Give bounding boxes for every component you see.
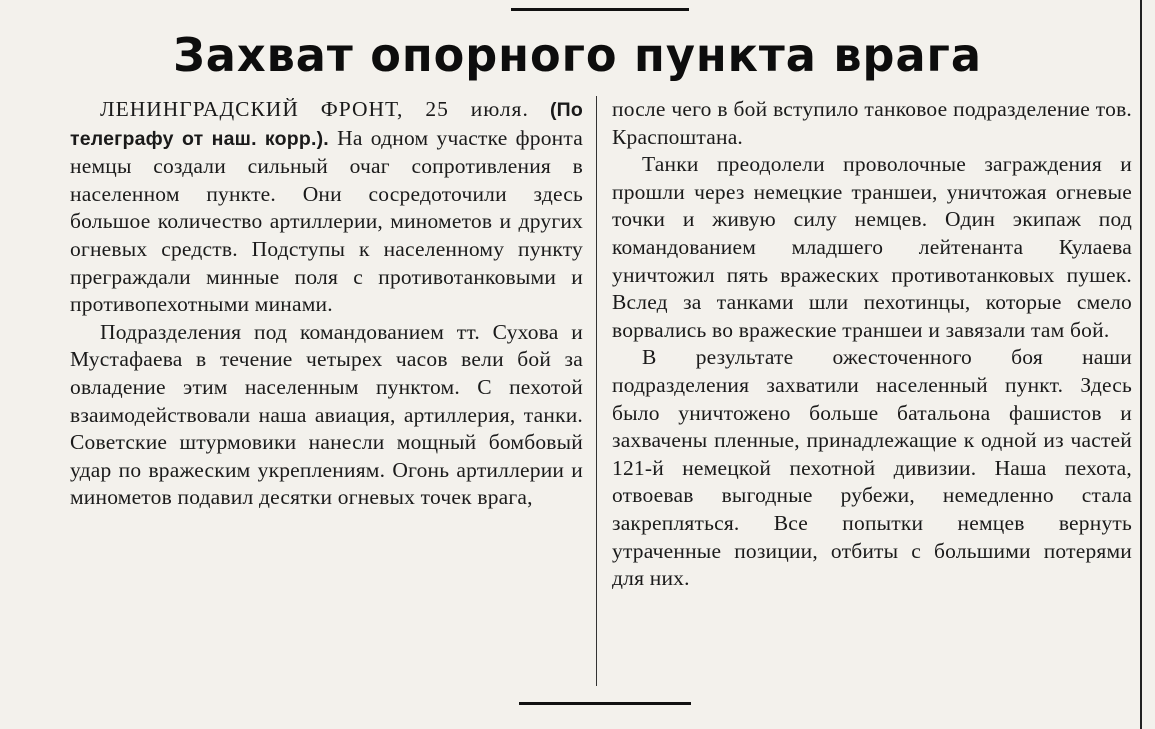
source-credit: (По телеграфу от наш. корр.). (70, 99, 584, 150)
paragraph-1-text: На одном участке фронта немцы создали сильный очаг сопротивления в населенном пункте. Они сосредоточили здесь большое количество артиллерии, минометов и других огневых средств. Подступы к населенному пункту преграждали минные поля с противотанковыми и противопехотными минами. (70, 125, 583, 317)
dateline: ЛЕНИНГРАДСКИЙ ФРОНТ, 25 июля. (100, 97, 529, 121)
bottom-rule (519, 702, 691, 705)
article-column-left (70, 96, 583, 512)
paragraph-2: Подразделения под командованием тт. Сухова и Мустафаева в течение четырех часов вели бой за овладение этим населенным пунктом. С пехотой взаимодействовали наша авиация, артиллерия, танки. Советские штурмовики нанесли мощный бомбовый удар по вражеским укреплениям. Огонь артиллерии и минометов подавил десятки огневых точек врага, (70, 319, 583, 510)
article-column-right (612, 96, 1132, 593)
paragraph-4: Танки преодолели проволочные заграждения и прошли через немецкие траншеи, уничтожая огневые точки и живую силу немцев. Один экипаж под командованием младшего лейтенанта Кулаева уничтожил пять вражеских противотанковых пушек. Вслед за танками шли пехотинцы, которые смело ворвались во вражеские траншеи и завязали там бой. (612, 152, 1132, 342)
column-divider (596, 96, 597, 686)
paragraph-5: В результате ожесточенного боя наши подразделения захватили населенный пункт. Здесь было уничтожено больше батальона фашистов и захвачены пленные, принадлежащие к одной из частей 121-й немецкой пехотной дивизии. Наша пехота, отвоевав выгодные рубежи, немедленно стала закрепляться. Все попытки немцев вернуть утраченные позиции, отбиты с большими потерями для них. (612, 345, 1132, 591)
paragraph-3: после чего в бой вступило танковое подразделение тов. Краспоштана. (612, 97, 1132, 149)
column-edge-rule (1140, 0, 1142, 729)
top-rule (511, 8, 689, 11)
article-headline: Захват опорного пункта врага (173, 28, 982, 82)
paragraph-1 (70, 96, 583, 319)
